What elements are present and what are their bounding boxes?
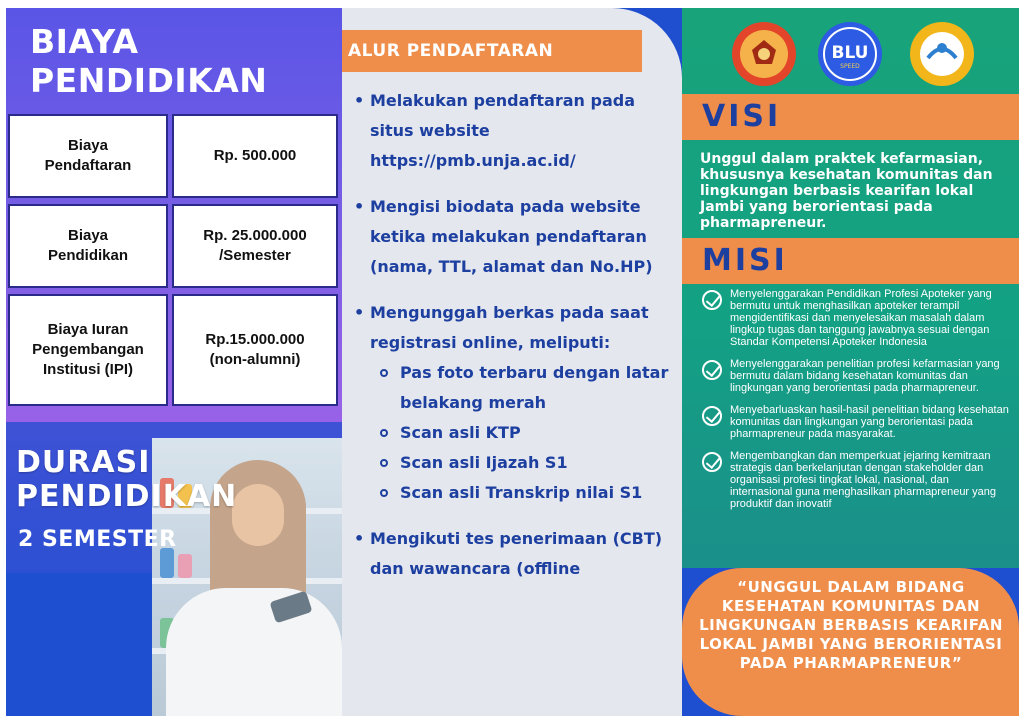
fee-panel-title: BIAYA PENDIDIKAN <box>30 22 268 100</box>
mission-item: Menyelenggarakan Pendidikan Profesi Apoteker yang bermutu untuk menghasilkan apoteker terampil mengidentifikasi dan menyelesaikan masalah dalam lingkup tugas dan tanggung jawabnya sesuai dengan Standar Kompetensi Apoteker Indonesia <box>700 288 1014 348</box>
document-item: Scan asli KTP <box>350 418 680 448</box>
fee-label-pendidikan: Biaya Pendidikan <box>8 204 168 288</box>
diktisaintek-logo-icon <box>910 22 974 86</box>
check-circle-icon <box>702 452 722 472</box>
svg-text:SPEED: SPEED <box>840 63 860 70</box>
mission-list <box>700 288 1014 520</box>
step-4: • Mengikuti tes penerimaan (CBT) dan wawancara (offline <box>354 529 663 578</box>
vision-title: VISI <box>702 99 782 134</box>
registration-header: ALUR PENDAFTARAN <box>342 30 642 72</box>
step-1: • Melakukan pendaftaran pada situs website https://pmb.unja.ac.id/ <box>350 86 680 176</box>
website-link[interactable]: https://pmb.unja.ac.id/ <box>370 151 576 170</box>
duration-title: DURASI PENDIDIKAN <box>16 445 238 514</box>
fee-label-ipi: Biaya Iuran Pengembangan Institusi (IPI) <box>8 294 168 406</box>
vision-text: Unggul dalam praktek kefarmasian, khususnya kesehatan komunitas dan lingkungan berbasis kearifan lokal Jambi yang berorientasi pada pharmapreneur. <box>700 151 993 231</box>
check-circle-icon <box>702 360 722 380</box>
tagline-quote: “UNGGUL DALAM BIDANG KESEHATAN KOMUNITAS DAN LINGKUNGAN BERBASIS KEARIFAN LOKAL JAMBI YANG BERORIENTASI PADA PHARMAPRENEUR” <box>699 578 1003 672</box>
registration-steps <box>350 86 680 584</box>
step-2: • Mengisi biodata pada website ketika melakukan pendaftaran (nama, TTL, alamat dan No.HP) <box>354 197 653 276</box>
duration-value: 2 SEMESTER <box>18 527 177 552</box>
fee-panel <box>6 8 342 716</box>
mission-title: MISI <box>702 243 788 278</box>
check-circle-icon <box>702 406 722 426</box>
fee-value-pendidikan: Rp. 25.000.000 /Semester <box>172 204 338 288</box>
check-circle-icon <box>702 290 722 310</box>
mission-item: Mengembangkan dan memperkuat jejaring kemitraan strategis dan berkelanjutan dengan stakeholder dan organisasi profesi tingkat lokal, nasional, dan internasional guna menghasilkan pharmapreneur yang produktif dan inovatif <box>700 450 1014 510</box>
university-seal-icon <box>732 22 796 86</box>
mission-item: Menyebarluaskan hasil-hasil penelitian bidang kesehatan komunitas dan lingkungan yang berorientasi pada pharmapreneur pada masyarakat. <box>700 404 1014 440</box>
fee-label-pendaftaran: Biaya Pendaftaran <box>8 114 168 198</box>
fee-value-pendaftaran: Rp. 500.000 <box>172 114 338 198</box>
mission-item: Menyelenggarakan penelitian profesi kefarmasian yang bermutu dalam bidang kesehatan komunitas dan lingkungan yang berorientasi pada pharmapreneur. <box>700 358 1014 394</box>
svg-text:BLU: BLU <box>831 43 869 63</box>
step-3: • Mengunggah berkas pada saat registrasi online, meliputi: <box>354 303 649 352</box>
blu-speed-logo-icon <box>818 22 882 86</box>
document-item: Pas foto terbaru dengan latar belakang merah <box>350 358 680 418</box>
registration-panel <box>342 8 682 716</box>
vision-mission-panel <box>682 8 1019 716</box>
document-item: Scan asli Ijazah S1 <box>350 448 680 478</box>
fee-value-ipi: Rp.15.000.000 (non-alumni) <box>172 294 338 406</box>
document-item: Scan asli Transkrip nilai S1 <box>350 478 680 508</box>
